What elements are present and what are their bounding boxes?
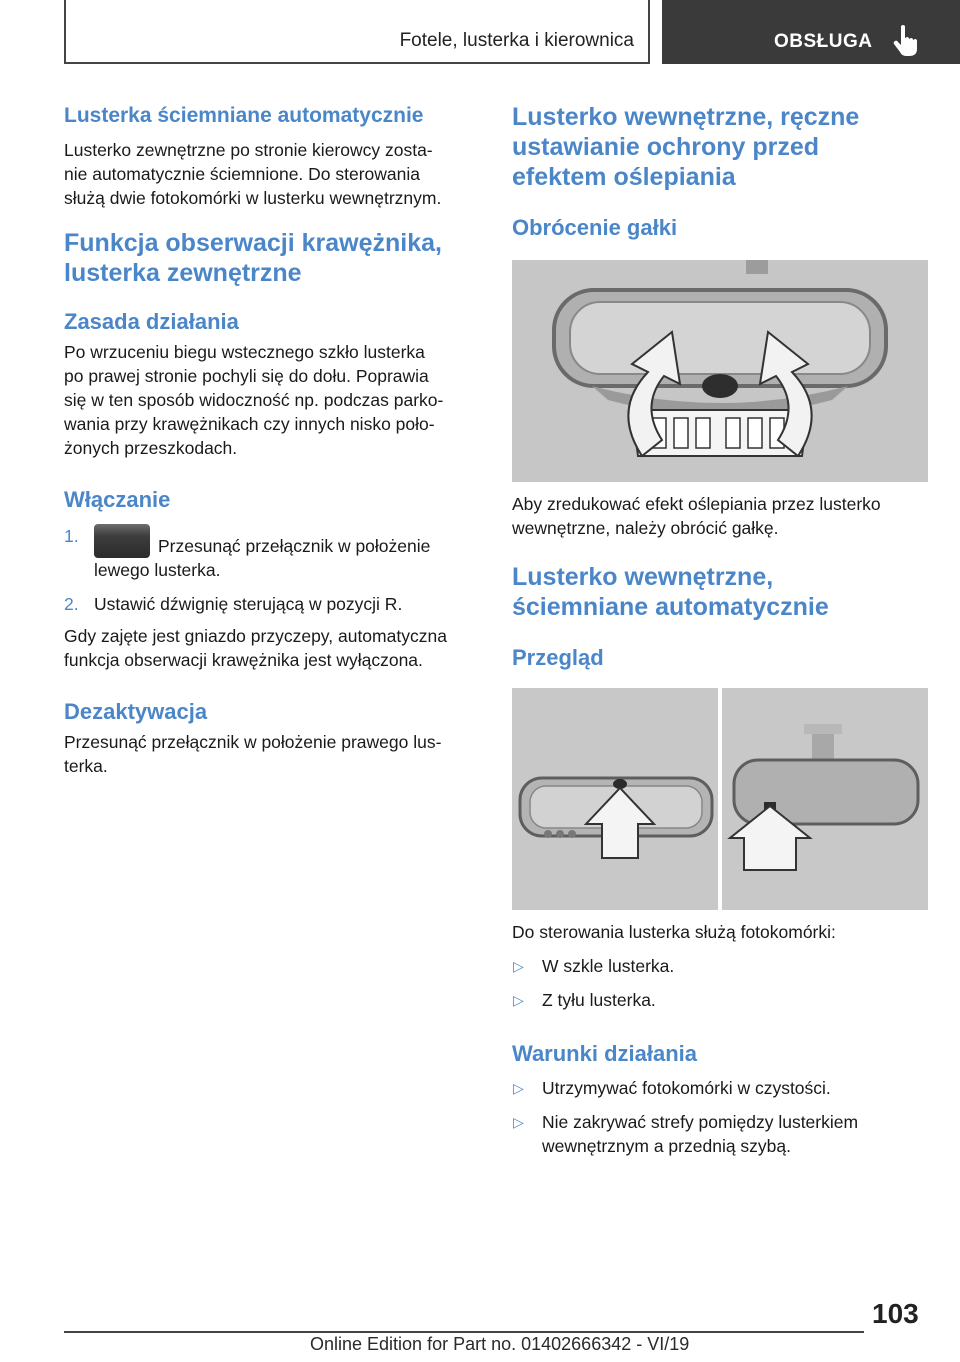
triangle-bullet-icon: ▷ xyxy=(513,992,524,1008)
heading-disable: Dezaktywacja xyxy=(64,699,208,724)
paragraph-principle: Po wrzuceniu biegu wstecznego szkło lusterka po prawej stronie pochyli się do dołu. Poprawia się w ten sposób widoczność np. podczas parko- wania przy krawężnikach czy innych nisko poło- żonych przeszkodach. xyxy=(64,342,444,458)
triangle-bullet-icon: ▷ xyxy=(513,958,524,974)
paragraph-disable: Przesunąć przełącznik w położenie prawego lus- terka. xyxy=(64,732,442,776)
paragraph-trailer-note: Gdy zajęte jest gniazdo przyczepy, automatyczna funkcja obserwacji krawężnika jest wyłączona. xyxy=(64,626,447,670)
triangle-bullet-icon: ▷ xyxy=(513,1080,524,1096)
heading-knob: Obrócenie gałki xyxy=(512,215,678,240)
list-item xyxy=(64,524,482,582)
heading-manual-antidazzle: Lusterko wewnętrzne, ręczne ustawianie ochrony przed efektem oślepiania xyxy=(512,103,860,191)
heading-curb-monitor: Funkcja obserwacji krawężnika, lusterka zewnętrzne xyxy=(64,229,442,287)
chapter-title: Fotele, lusterka i kierownica xyxy=(399,30,634,51)
list-item xyxy=(64,592,482,616)
step-text: Ustawić dźwignię sterującą w pozycji R. xyxy=(94,594,403,614)
bullet-text: W szkle lusterka. xyxy=(542,956,675,976)
header-frame xyxy=(64,0,650,64)
heading-auto-inner-mirror: Lusterko wewnętrzne, ściemniane automatycznie xyxy=(512,563,829,621)
footer-divider xyxy=(64,1331,864,1333)
figure-photocells xyxy=(512,688,928,910)
right-column xyxy=(512,102,930,1158)
paragraph-knob: Aby zredukować efekt oślepiania przez lusterko wewnętrzne, należy obrócić gałkę. xyxy=(512,494,881,538)
bullet-text: Utrzymywać fotokomórki w czystości. xyxy=(542,1078,831,1098)
left-column xyxy=(64,102,482,778)
step-number: 2. xyxy=(64,594,79,614)
heading-principle: Zasada działania xyxy=(64,309,239,334)
mirror-knob-illustration xyxy=(512,260,928,482)
figure-mirror-knob xyxy=(512,260,928,482)
pointing-hand-icon xyxy=(892,24,922,56)
bullet-text: Nie zakrywać strefy pomiędzy lusterkiem wewnętrznym a przednią szybą. xyxy=(542,1112,859,1156)
photocell-illustration xyxy=(512,688,928,910)
list-item xyxy=(512,954,930,978)
heading-auto-dimming-mirrors: Lusterka ściemniane automatycznie xyxy=(64,104,424,127)
list-item xyxy=(512,1076,930,1100)
step-number: 1. xyxy=(64,526,79,546)
footer-edition: Online Edition for Part no. 01402666342 - VI/19 xyxy=(310,1334,690,1354)
section-tab[interactable] xyxy=(662,0,960,64)
heading-overview: Przegląd xyxy=(512,645,604,670)
triangle-bullet-icon: ▷ xyxy=(513,1114,524,1130)
mirror-switch-icon xyxy=(94,524,150,558)
list-item xyxy=(512,1110,930,1158)
heading-conditions: Warunki działania xyxy=(512,1041,698,1066)
page-number: 103 xyxy=(872,1298,919,1329)
step-text: Przesunąć przełącznik w położenie lewego lusterka. xyxy=(94,536,431,580)
paragraph-auto-dimming: Lusterko zewnętrzne po stronie kierowcy zosta- nie automatycznie ściemnione. Do sterowania służą dwie fotokomórki w lusterku wewnętrznym. xyxy=(64,140,442,208)
heading-enable: Włączanie xyxy=(64,487,171,512)
section-tab-label: OBSŁUGA xyxy=(774,31,873,52)
bullet-text: Z tyłu lusterka. xyxy=(542,990,656,1010)
list-item xyxy=(512,988,930,1012)
paragraph-overview: Do sterowania lusterka służą fotokomórki: xyxy=(512,922,836,942)
